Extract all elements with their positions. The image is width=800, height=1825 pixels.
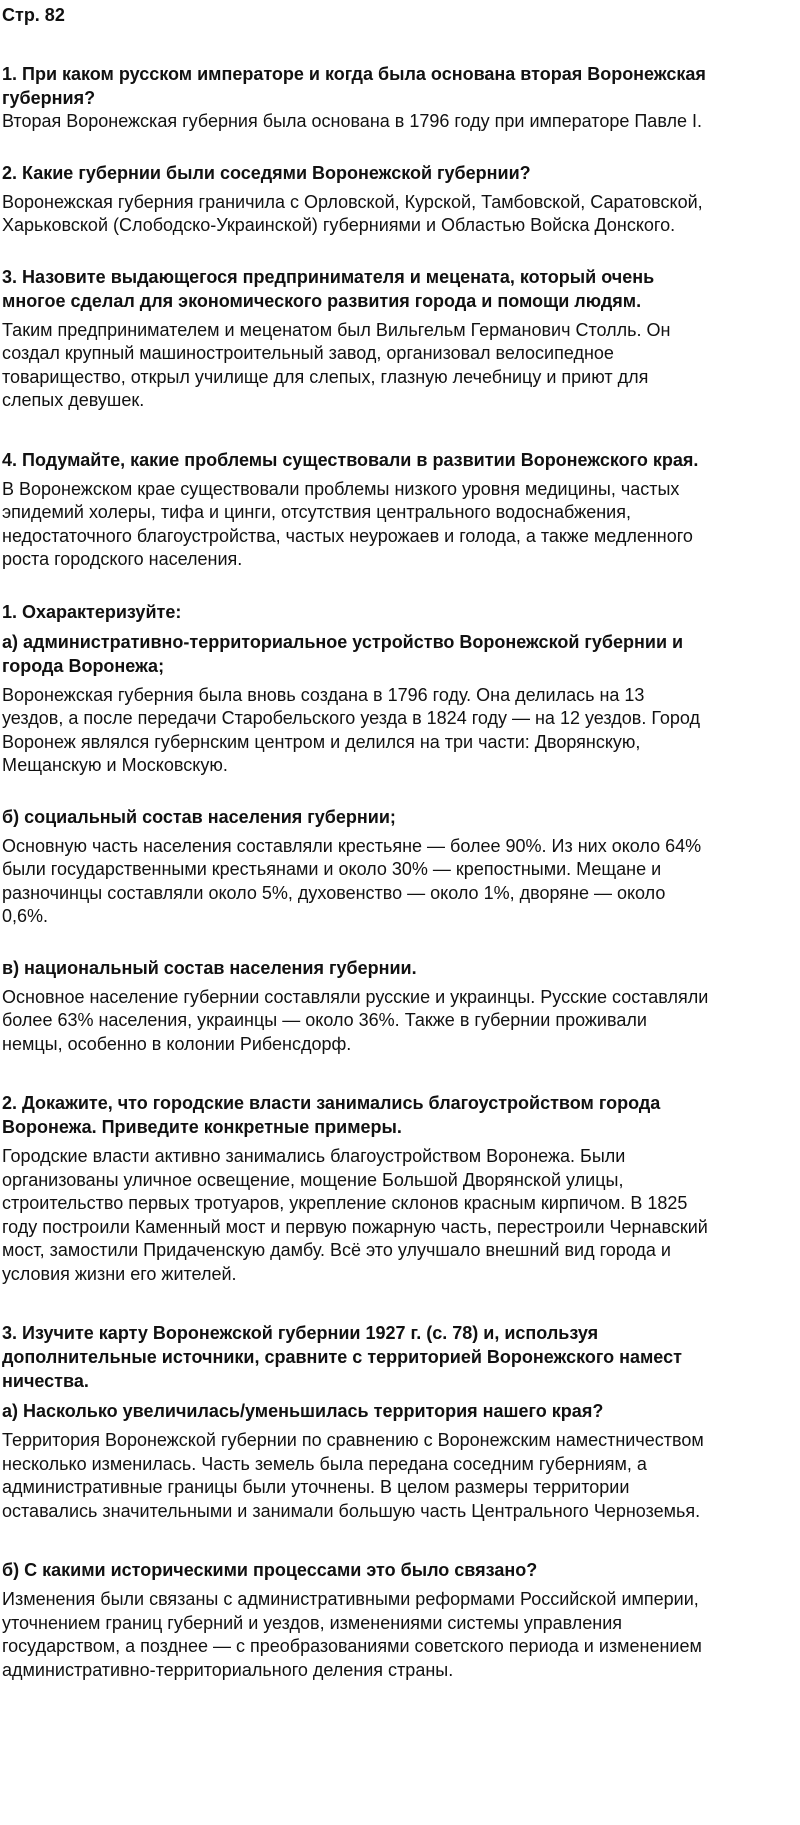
question-2: 2. Какие губернии были соседями Воронежской губернии? [2,162,531,183]
qa-block-6 [2,630,798,778]
question-4: 4. Подумайте, какие проблемы существовали в развитии Воронежского края. [2,449,699,470]
question-5: 1. Охарактеризуйте: [2,601,182,622]
question-7: б) социальный состав населения губернии; [2,806,396,827]
answer-7: Основную часть населения составляли крестьяне — более 90%. Из них около 64% были государственными крестьянами и около 30% — крепостными. Мещане и разночинцы составляли около 5%, духовенство — около 1%, дворяне — около 0,6%. [2,835,702,926]
question-11: а) Насколько увеличилась/уменьшилась территория нашего края? [2,1401,604,1421]
answer-9: Городские власти активно занимались благоустройством Воронежа. Были организованы уличное освещение, мощение Большой Дворянской улицы, строительство первых тротуаров, укрепление склонов красным кирпичом. В 1825 году построили Каменный мост и первую пожарную часть, перестроили Чернавский мост, замостили Придаченскую дамбу. Всё это улучшало внешний вид города и условия жизни его жителей. [2,1146,708,1284]
qa-block-12 [2,1558,798,1682]
answer-3: Таким предпринимателем и меценатом был Вильгельм Германович Столль. Он создал крупный машиностроительный завод, организовал велосипедное товарищество, открыл училище для слепых, глазную лечебницу и приют для слепых девушек. [2,319,671,410]
qa-block-8 [2,956,798,1057]
qa-block-10 [2,1321,798,1393]
qa-block-11 [2,1399,798,1523]
question-12: б) С какими историческими процессами это было связано? [2,1560,538,1580]
qa-block-5 [2,600,798,624]
answer-1: Вторая Воронежская губерния была основана в 1796 году при императоре Павле I. [2,111,702,131]
qa-block-2 [2,161,798,238]
qa-block-1 [2,63,798,134]
qa-block-4 [2,448,798,572]
question-8: в) национальный состав населения губернии. [2,957,417,978]
question-3: 3. Назовите выдающегося предпринимателя и мецената, который очень многое сделал для экономического развития города и помощи людям. [2,266,655,311]
qa-block-9 [2,1091,798,1286]
answer-4: В Воронежском крае существовали проблемы низкого уровня медицины, частых эпидемий холеры, тифа и цинги, отсутствия центрального водоснабжения, недостаточного благоустройства, частых неурожаев и голода, а также медленного роста городского населения. [2,478,693,569]
question-10: 3. Изучите карту Воронежской губернии 1927 г. (с. 78) и, используя дополнительные источники, сравните с территорией Воронежского намест ничества. [2,1323,682,1391]
answer-11: Территория Воронежской губернии по сравнению с Воронежским наместничеством несколько изменилась. Часть земель была передана соседним губерниям, а административные границы были уточнены. В целом размеры территории оставались значительными и занимали большую часть Центрального Черноземья. [2,1430,704,1521]
answer-2: Воронежская губерния граничила с Орловской, Курской, Тамбовской, Саратовской, Харьковской (Слободско-Украинской) губерниями и Областью Войска Донского. [2,191,703,235]
answer-8: Основное население губернии составляли русские и украинцы. Русские составляли более 63% населения, украинцы — около 36%. Также в губернии проживали немцы, особенно в колонии Рибенсдорф. [2,986,709,1054]
question-9: 2. Докажите, что городские власти занимались благоустройством города Воронежа. Приведите конкретные примеры. [2,1093,661,1137]
page-number-title: Стр. 82 [2,5,65,25]
qa-block-7 [2,805,798,929]
question-6: а) административно-территориальное устройство Воронежской губернии и города Воронежа; [2,631,684,676]
qa-block-3 [2,265,798,413]
question-1: 1. При каком русском императоре и когда была основана вторая Воронежская губерния? [2,64,706,108]
answer-6: Воронежская губерния была вновь создана в 1796 году. Она делилась на 13 уездов, а после передачи Старобельского уезда в 1824 году — на 12 уездов. Город Воронеж являлся губернским центром и делился на три части: Дворянскую, Мещанскую и Московскую. [2,684,701,775]
answer-12: Изменения были связаны с административными реформами Российской империи, уточнением границ губерний и уездов, изменениями системы управления государством, а позднее — с преобразованиями советского периода и изменением административно-территориального деления страны. [2,1589,702,1680]
